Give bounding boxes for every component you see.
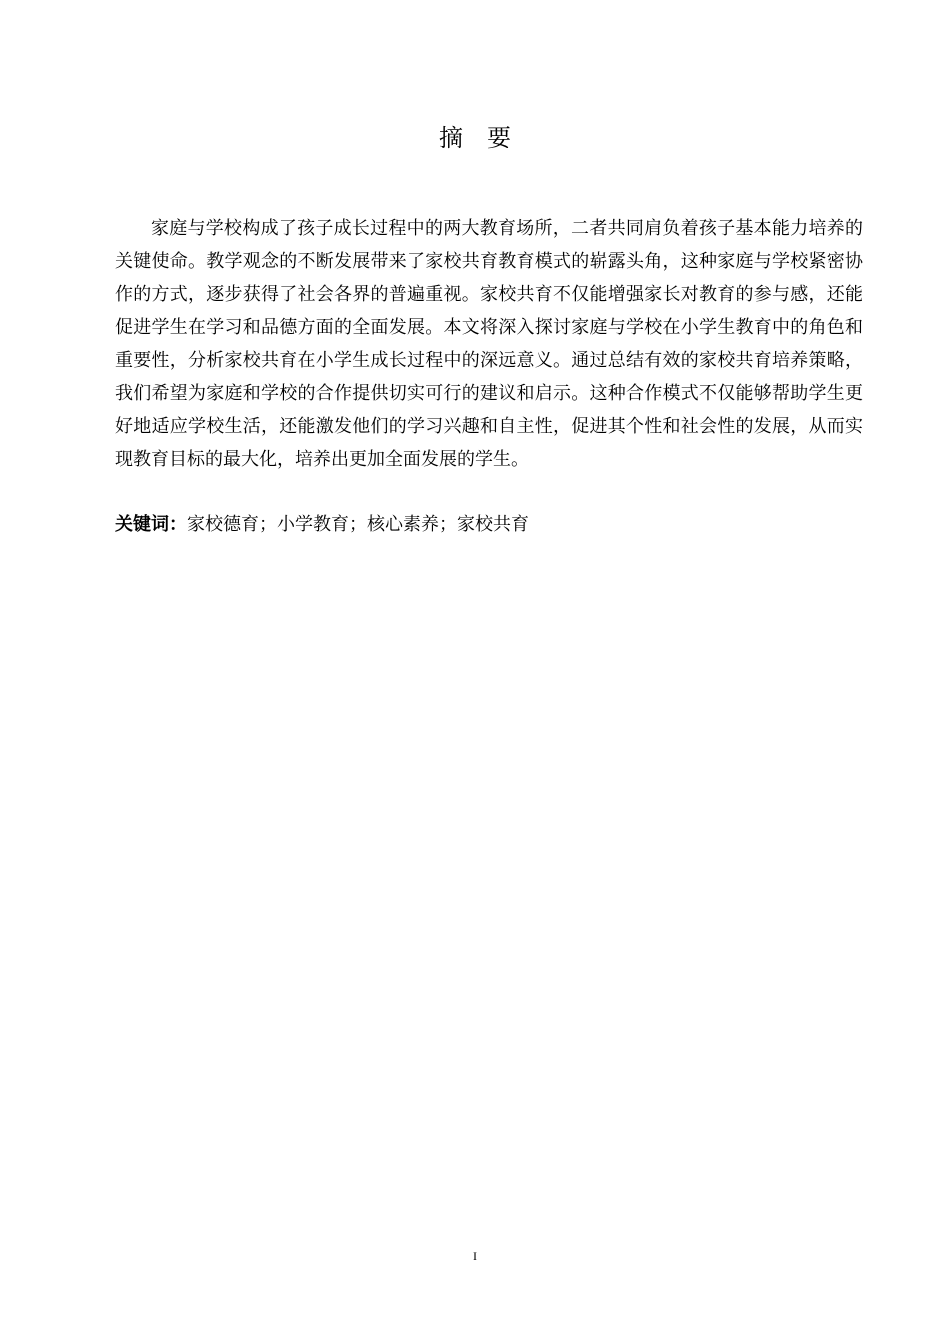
- keywords-line: [115, 510, 863, 540]
- keywords-text: 家校德育；小学教育；核心素养；家校共育: [187, 514, 529, 535]
- keywords-label: 关键词：: [115, 514, 187, 535]
- abstract-paragraph: 家庭与学校构成了孩子成长过程中的两大教育场所，二者共同肩负着孩子基本能力培养的关键使命。教学观念的不断发展带来了家校共育教育模式的崭露头角，这种家庭与学校紧密协作的方式，逐步获得了社会各界的普遍重视。家校共育不仅能增强家长对教育的参与感，还能促进学生在学习和品德方面的全面发展。本文将深入探讨家庭与学校在小学生教育中的角色和重要性，分析家校共育在小学生成长过程中的深远意义。通过总结有效的家校共育培养策略，我们希望为家庭和学校的合作提供切实可行的建议和启示。这种合作模式不仅能够帮助学生更好地适应学校生活，还能激发他们的学习兴趣和自主性，促进其个性和社会性的发展，从而实现教育目标的最大化，培养出更加全面发展的学生。: [115, 218, 863, 470]
- page-number: I: [473, 1249, 477, 1263]
- page-title: 摘要: [439, 124, 535, 152]
